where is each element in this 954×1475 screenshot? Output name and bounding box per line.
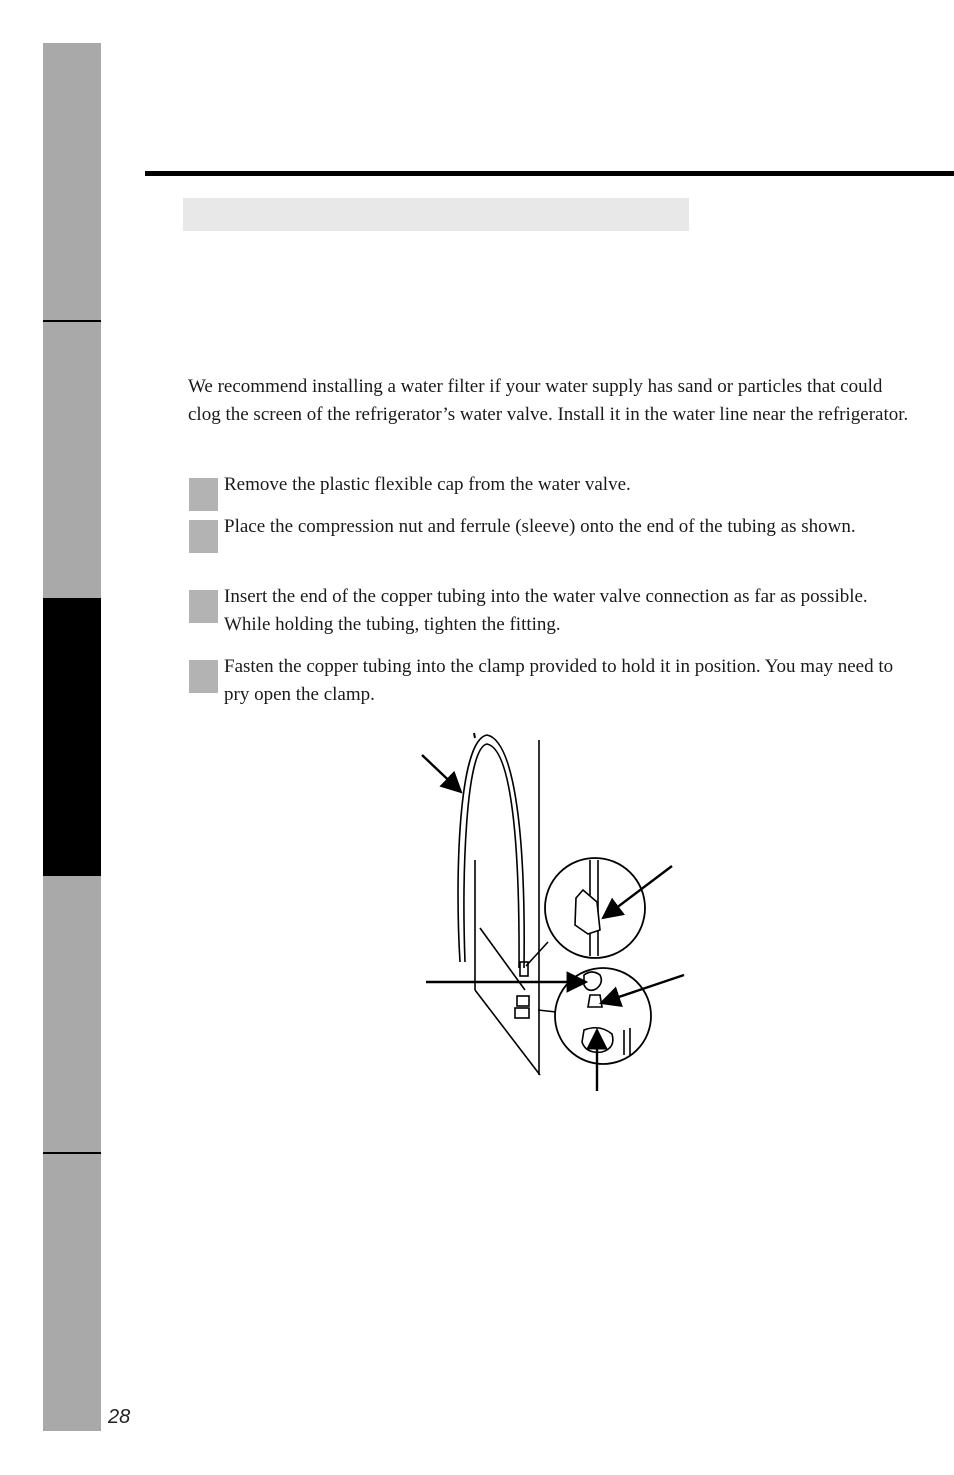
step-number-box: [189, 520, 218, 553]
section-tab-4: [43, 876, 101, 1152]
page-number: 28: [108, 1406, 131, 1428]
step-text: Fasten the copper tubing into the clamp provided to hold it in position. You may need to pry open the clamp.: [224, 656, 894, 705]
step-number-box: [189, 660, 218, 693]
section-tab-2: [43, 322, 101, 598]
step-text: Remove the plastic flexible cap from the water valve.: [224, 474, 631, 495]
intro-paragraph: We recommend installing a water filter if your water supply has sand or particles that could clog the screen of the refrigerator’s water valve. Install it in the water line near the refrigerator.: [188, 376, 909, 425]
header-rule: [145, 171, 954, 176]
section-tab-1: [43, 43, 101, 322]
section-tab-3-active: [43, 598, 101, 876]
water-valve-illustration: [415, 728, 695, 1098]
step-number-box: [189, 478, 218, 511]
section-heading-bar: [183, 198, 689, 231]
step-text: Place the compression nut and ferrule (sleeve) onto the end of the tubing as shown.: [224, 516, 856, 537]
section-tab-5: [43, 1154, 101, 1431]
step-number-box: [189, 590, 218, 623]
step-text: Insert the end of the copper tubing into the water valve connection as far as possible. While holding the tubing, tighten the fitting.: [224, 586, 868, 635]
